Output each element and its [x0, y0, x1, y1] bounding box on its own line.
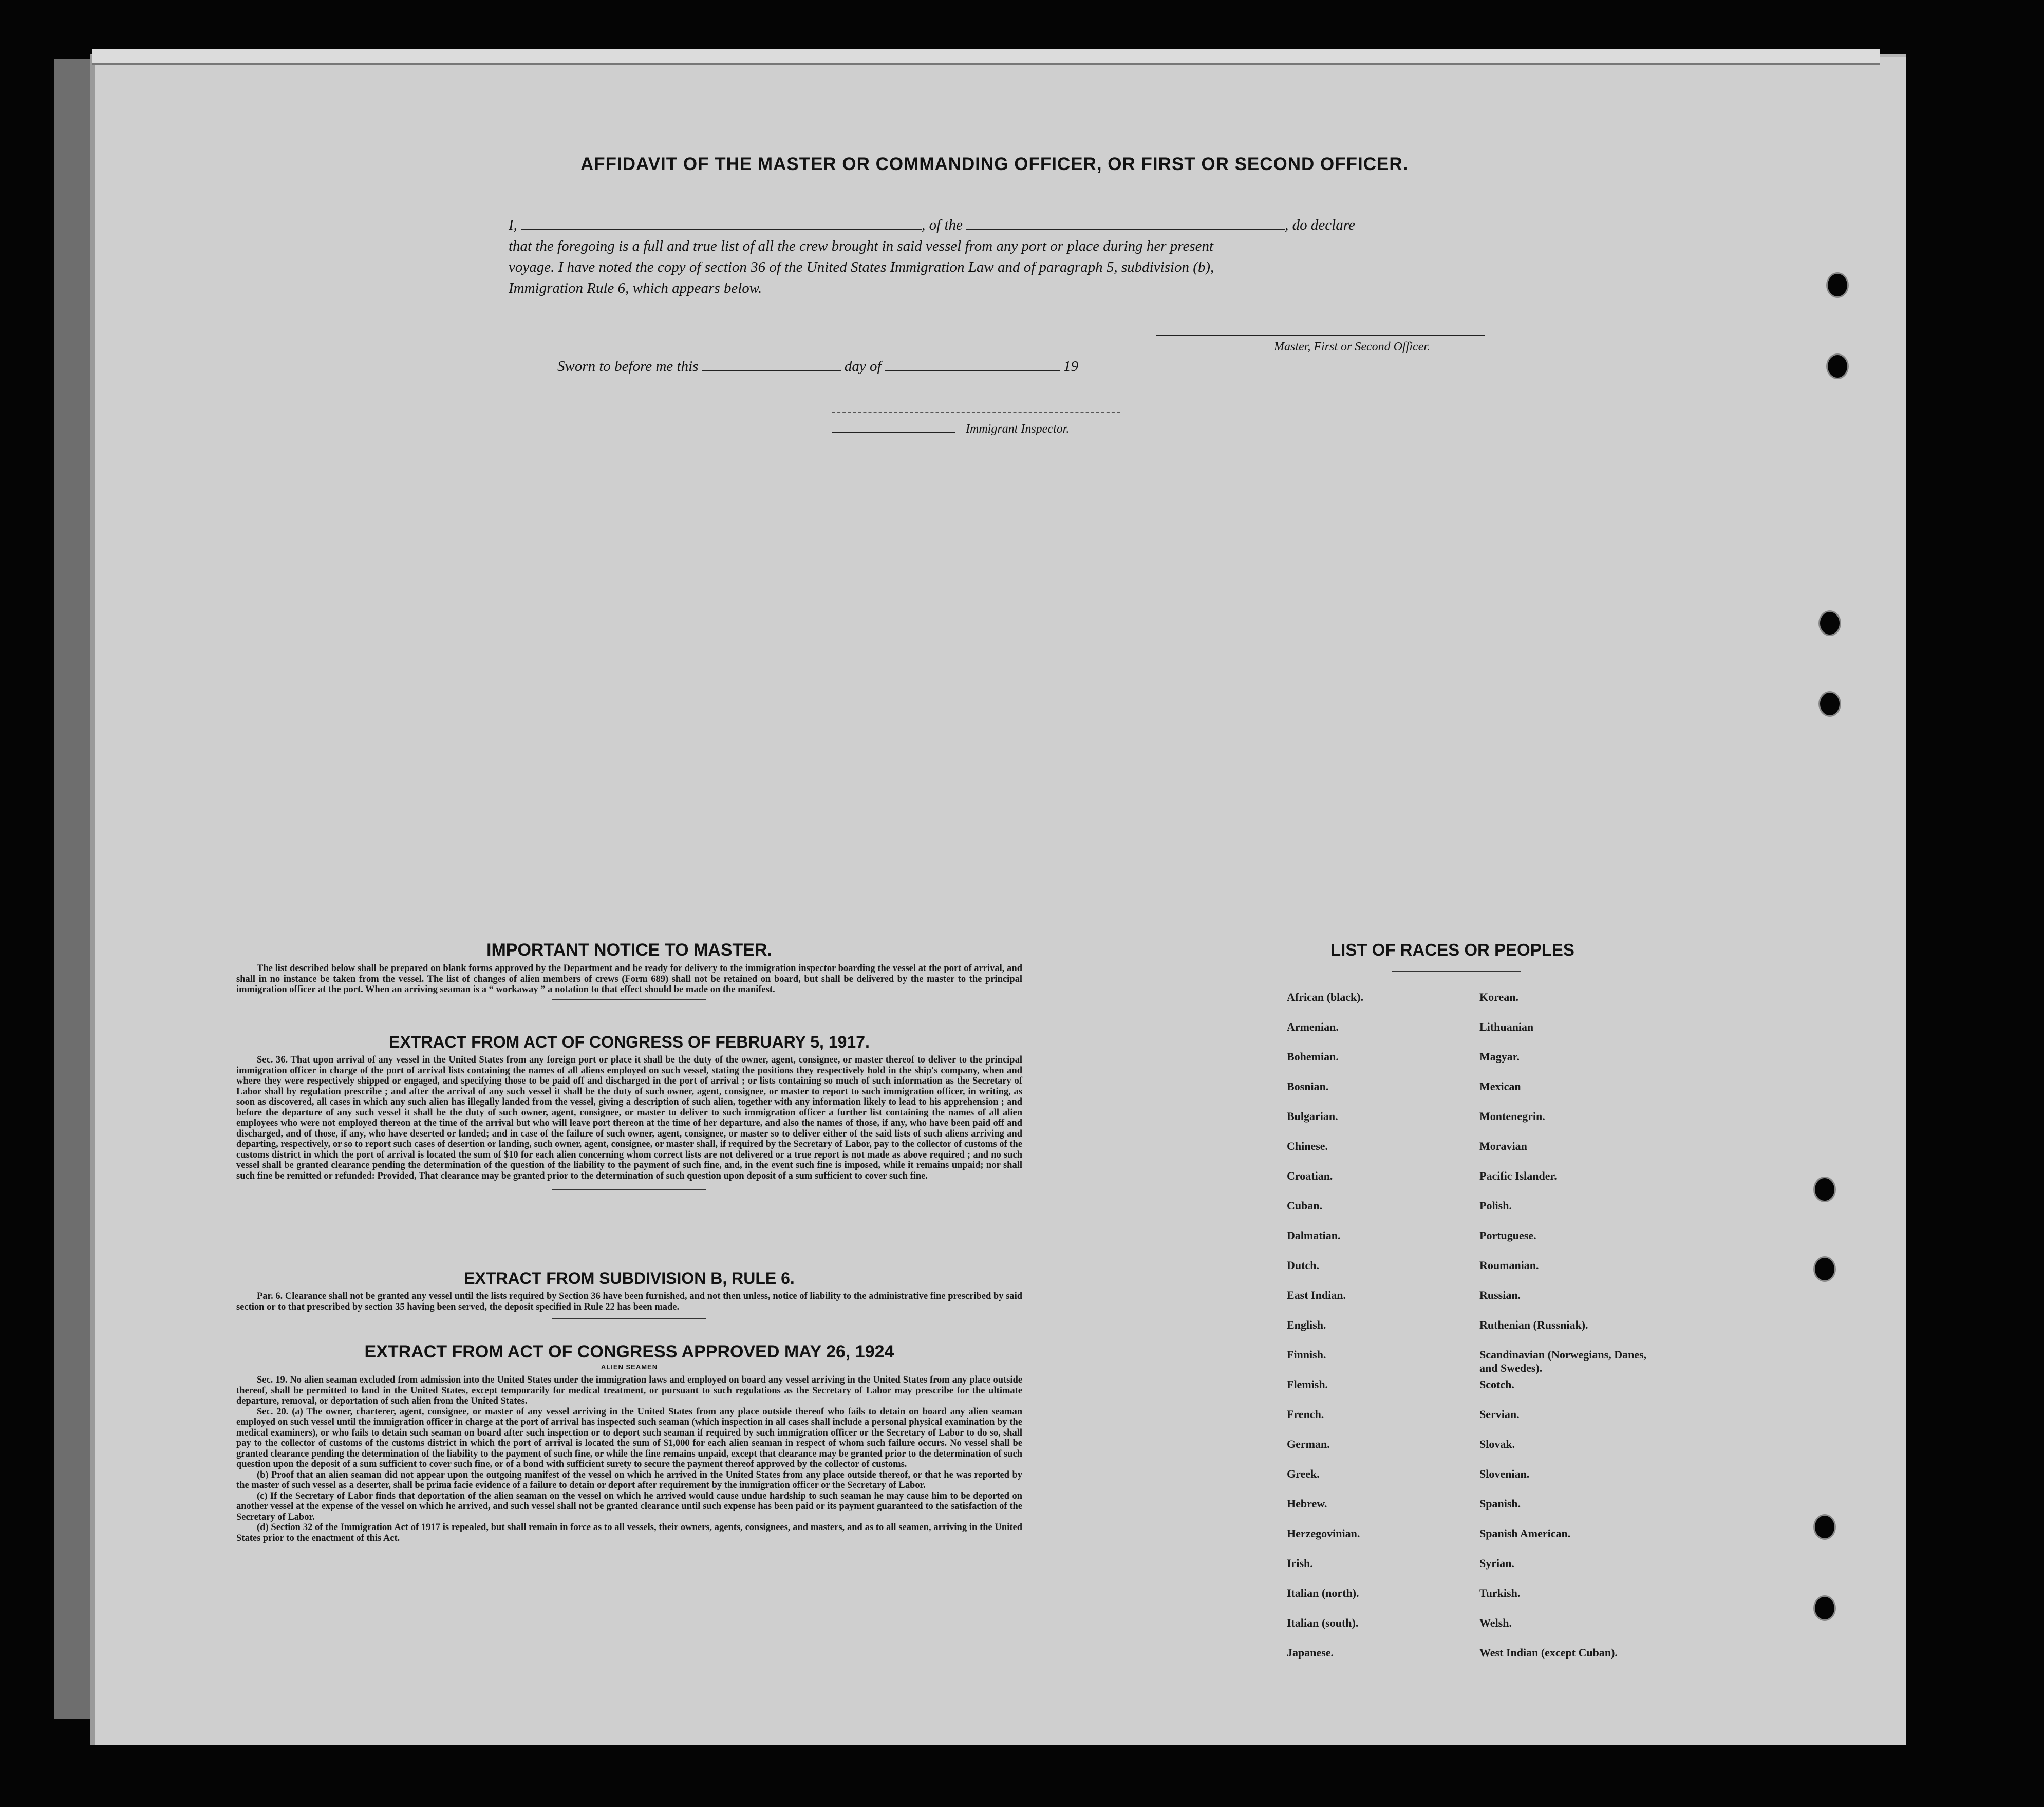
races-divider	[1392, 971, 1521, 972]
race-item: Portuguese.	[1479, 1229, 1536, 1242]
affidavit-title: AFFIDAVIT OF THE MASTER OR COMMANDING OFFICER, OR FIRST OR SECOND OFFICER.	[580, 154, 1409, 174]
bleed-through-text	[360, 452, 1747, 719]
race-item: Dutch.	[1287, 1259, 1319, 1272]
race-item: Russian.	[1479, 1289, 1521, 1301]
year-label: 19	[1063, 358, 1079, 375]
master-name-blank[interactable]	[521, 216, 922, 230]
extract-1924-title: EXTRACT FROM ACT OF CONGRESS APPROVED MAY 26, 1924	[364, 1342, 894, 1362]
race-item: Irish.	[1287, 1557, 1313, 1570]
race-item: Pacific Islander.	[1479, 1169, 1557, 1182]
divider	[552, 1189, 706, 1190]
race-item: Montenegrin.	[1479, 1110, 1545, 1123]
divider	[552, 1318, 706, 1319]
races-right-column	[1479, 991, 1695, 1676]
sec-20d-paragraph: (d) Section 32 of the Immigration Act of 1917 is repealed, but shall remain in force as to all vessels, their owners, agents, consignees, and masters, and as to all seamen, arriving in the United States prior to the enactment of this Act.	[236, 1522, 1022, 1543]
race-item: Finnish.	[1287, 1348, 1326, 1361]
extract-1917-body	[236, 1055, 1022, 1181]
race-item: Italian (south).	[1287, 1616, 1359, 1629]
divider	[552, 999, 706, 1000]
notice-section	[236, 940, 1022, 1004]
race-item: Bohemian.	[1287, 1050, 1339, 1063]
binder-hole	[1818, 610, 1841, 636]
race-item: Bulgarian.	[1287, 1110, 1338, 1123]
of-the-label: , of the	[922, 217, 963, 233]
section-36-paragraph: Sec. 36. That upon arrival of any vessel in the United States from any foreign port or place it shall be the duty of the owner, agent, consignee, or master thereof to deliver to the principal immigration officer in charge of the port of arrival lists containing the names of all aliens employed on such vessel, stating the positions they respectively hold in the ship's company, when and where they were respectively shipped or engaged, and specifying those to be paid off and discharged in the port of arrival ; or lists containing so much of such information as the Secretary of Labor shall by regulation prescribe ; and after the arrival of any such vessel it shall be the duty of such owner, agent, consignee, or master to report to such immigration officer, in writing, as soon as discovered, all cases in which any such alien has illegally landed from the vessel, giving a description of such alien, together with any information likely to lead to his apprehension ; and before the departure of any such vessel it shall be the duty of such owner, agent, consignee, or master to deliver to such immigration officer a further list containing the names of all alien employees who were not employed thereon at the time of the arrival but who will leave port thereon at the time of her departure, and also the names of those, if any, who have been paid off and discharged, and of those, if any, who have deserted or landed; and in case of the failure of such owner, agent, consignee, or master so to deliver either of the said lists of such aliens arriving and departing, respectively, or so to report such cases of desertion or landing, such owner, agent, consignee, or master shall, if required by the Secretary of Labor, pay to the collector of customs of the customs district in which the port of arrival is located the sum of $10 for each alien concerning whom correct lists are not delivered or a true report is not made as above required ; and no such vessel shall be granted clearance pending the determination of the question of the liability to the payment of such fine, and, in the event such fine is imposed, while it remains unpaid; nor shall such fine be remitted or refunded: Provided, That clearance may be granted prior to the determination of such question upon deposit of a sum sufficient to cover such fine.	[236, 1055, 1022, 1181]
par-6-paragraph: Par. 6. Clearance shall not be granted any vessel until the lists required by Section 36 have been furnished, and not then unless, notice of liability to the administrative fine prescribed by said section or to that prescribed by section 35 having been served, the deposit specified in Rule 22 has been made.	[236, 1291, 1022, 1312]
sworn-label: Sworn to before me this	[557, 358, 699, 375]
extract-rule6-title: EXTRACT FROM SUBDIVISION B, RULE 6.	[464, 1269, 795, 1288]
race-item: Roumanian.	[1479, 1259, 1539, 1272]
race-item: Korean.	[1479, 991, 1518, 1003]
notice-body	[236, 963, 1022, 995]
race-item: Servian.	[1479, 1408, 1520, 1421]
extract-1924-body	[236, 1375, 1022, 1543]
race-item: French.	[1287, 1408, 1324, 1421]
race-item: West Indian (except Cuban).	[1479, 1646, 1618, 1659]
race-item: East Indian.	[1287, 1289, 1346, 1301]
race-item: Spanish.	[1479, 1497, 1521, 1510]
binder-hole	[1813, 1514, 1836, 1540]
race-item: Greek.	[1287, 1467, 1320, 1480]
race-item: Hebrew.	[1287, 1497, 1327, 1510]
races-left-column	[1287, 991, 1503, 1676]
sec-19-paragraph: Sec. 19. No alien seaman excluded from admission into the United States under the immigration laws and employed on board any vessel arriving in the United States from any place outside thereof, shall be permitted to land in the United States, except temporarily for medical treatment, or pursuant to such regulations as the Secretary of Labor may prescribe for the ultimate departure, removal, or deportation of such alien from the United States.	[236, 1375, 1022, 1406]
race-item: Armenian.	[1287, 1020, 1339, 1033]
race-item: Welsh.	[1479, 1616, 1512, 1629]
day-blank[interactable]	[702, 358, 841, 371]
affidavit-body	[509, 215, 1510, 299]
binder-hole	[1826, 353, 1849, 379]
binder-hole	[1826, 272, 1849, 298]
affidavit-line-1	[509, 215, 1510, 236]
race-item: Dalmatian.	[1287, 1229, 1341, 1242]
notice-paragraph: The list described below shall be prepared on blank forms approved by the Department and be ready for delivery to the immigration inspector boarding the vessel at the port of arrival, and shall in no instance be taken from the vessel. The list of changes of alien members of crews (Form 689) shall not be retained on board, but shall be delivered by the master to the principal immigration officer at the port. When an arriving seaman is a “ workaway ” a notation to that effect should be made on the manifest.	[236, 963, 1022, 995]
race-item: Ruthenian (Russniak).	[1479, 1318, 1588, 1331]
race-item: Scandinavian (Norwegians, Danes, and Swedes).	[1479, 1348, 1647, 1374]
alien-seamen-subtitle: ALIEN SEAMEN	[601, 1363, 658, 1371]
affidavit-line-4: Immigration Rule 6, which appears below.	[509, 280, 762, 296]
page-top-edge	[92, 49, 1880, 65]
signature-line[interactable]	[1156, 334, 1485, 336]
race-item: Moravian	[1479, 1140, 1527, 1152]
race-item: Croatian.	[1287, 1169, 1333, 1182]
race-item: Slovak.	[1479, 1438, 1515, 1450]
race-item: Polish.	[1479, 1199, 1512, 1212]
race-item: Turkish.	[1479, 1587, 1521, 1599]
binder-hole	[1813, 1177, 1836, 1202]
race-item: Spanish American.	[1479, 1527, 1571, 1540]
do-declare-label: , do declare	[1285, 217, 1355, 233]
extract-1924-section	[236, 1342, 1022, 1543]
i-label: I,	[509, 217, 517, 233]
race-item: Scotch.	[1479, 1378, 1514, 1391]
race-item: Cuban.	[1287, 1199, 1323, 1212]
inspector-line-dashed	[832, 411, 1120, 413]
day-of-label: day of	[844, 358, 882, 375]
affidavit-line-3: voyage. I have noted the copy of section 36 of the United States Immigration Law and of paragraph 5, subdivision (b),	[509, 259, 1214, 275]
race-item: Chinese.	[1287, 1140, 1328, 1152]
race-item: Mexican	[1479, 1080, 1521, 1093]
extract-rule6-body	[236, 1291, 1022, 1312]
vessel-name-blank[interactable]	[966, 216, 1285, 230]
extract-1917-section	[236, 1033, 1022, 1195]
race-item: Flemish.	[1287, 1378, 1328, 1391]
inspector-caption: Immigrant Inspector.	[966, 422, 1070, 436]
race-item: German.	[1287, 1438, 1330, 1450]
race-item: Magyar.	[1479, 1050, 1520, 1063]
race-item: Bosnian.	[1287, 1080, 1329, 1093]
extract-1917-title: EXTRACT FROM ACT OF CONGRESS OF FEBRUARY 5, 1917.	[389, 1033, 870, 1051]
month-blank[interactable]	[885, 358, 1060, 371]
race-item: Syrian.	[1479, 1557, 1514, 1570]
binder-hole	[1813, 1256, 1836, 1282]
sworn-line	[557, 358, 1078, 375]
sec-20a-paragraph: Sec. 20. (a) The owner, charterer, agent, consignee, or master of any vessel arriving in the United States from any place outside thereof who fails to detain on board any alien seaman employed on such vessel until the immigration officer in charge at the port of arrival has inspected such seaman (which inspection in all cases shall include a personal physical examination by the medical examiners), or who fails to detain such seaman on board after such inspection or to deport such seaman if required by such immigration officer or the Secretary of Labor to do so, shall pay to the collector of customs of the customs district in which the port of arrival is located the sum of $1,000 for each alien seaman in respect of whom such failure occurs. No vessel shall be granted clearance pending the determination of the liability to the payment of such fine, or while the fine remains unpaid, except that clearance may be granted prior to the determination of such question upon the deposit of a sum sufficient to cover such fine, or of a bond with sufficient surety to secure the payment thereof approved by the collector of customs.	[236, 1406, 1022, 1469]
notice-title: IMPORTANT NOTICE TO MASTER.	[486, 940, 772, 960]
sec-20b-paragraph: (b) Proof that an alien seaman did not appear upon the outgoing manifest of the vessel on which he arrived in the United States from any place outside thereof, or that he was reported by the master of such vessel as a deserter, shall be prima facie evidence of a failure to detain or deport after requirement by the immigration officer or the Secretary of Labor.	[236, 1469, 1022, 1491]
race-item: English.	[1287, 1318, 1326, 1331]
races-title: LIST OF RACES OR PEOPLES	[1330, 940, 1574, 959]
sec-20c-paragraph: (c) If the Secretary of Labor finds that deportation of the alien seaman on the vessel on which he arrived would cause undue hardship to such seaman he may cause him to be deported on another vessel at the expense of the vessel on which he arrived, and such vessel shall not be granted clearance until such expense has been paid or its payment guaranteed to the satisfaction of the Secretary of Labor.	[236, 1491, 1022, 1522]
race-item: Japanese.	[1287, 1646, 1334, 1659]
race-item: Italian (north).	[1287, 1587, 1359, 1599]
signer-caption: Master, First or Second Officer.	[1274, 340, 1430, 353]
race-item: Herzegovinian.	[1287, 1527, 1360, 1540]
inspector-signature-line[interactable]	[832, 431, 955, 433]
race-item: African (black).	[1287, 991, 1364, 1003]
binder-hole	[1818, 691, 1841, 717]
race-item: Slovenian.	[1479, 1467, 1530, 1480]
race-item: Lithuanian	[1479, 1020, 1534, 1033]
affidavit-line-2: that the foregoing is a full and true list of all the crew brought in said vessel from any port or place during her present	[509, 238, 1214, 254]
extract-rule6-section	[236, 1269, 1022, 1324]
binder-hole	[1813, 1595, 1836, 1621]
